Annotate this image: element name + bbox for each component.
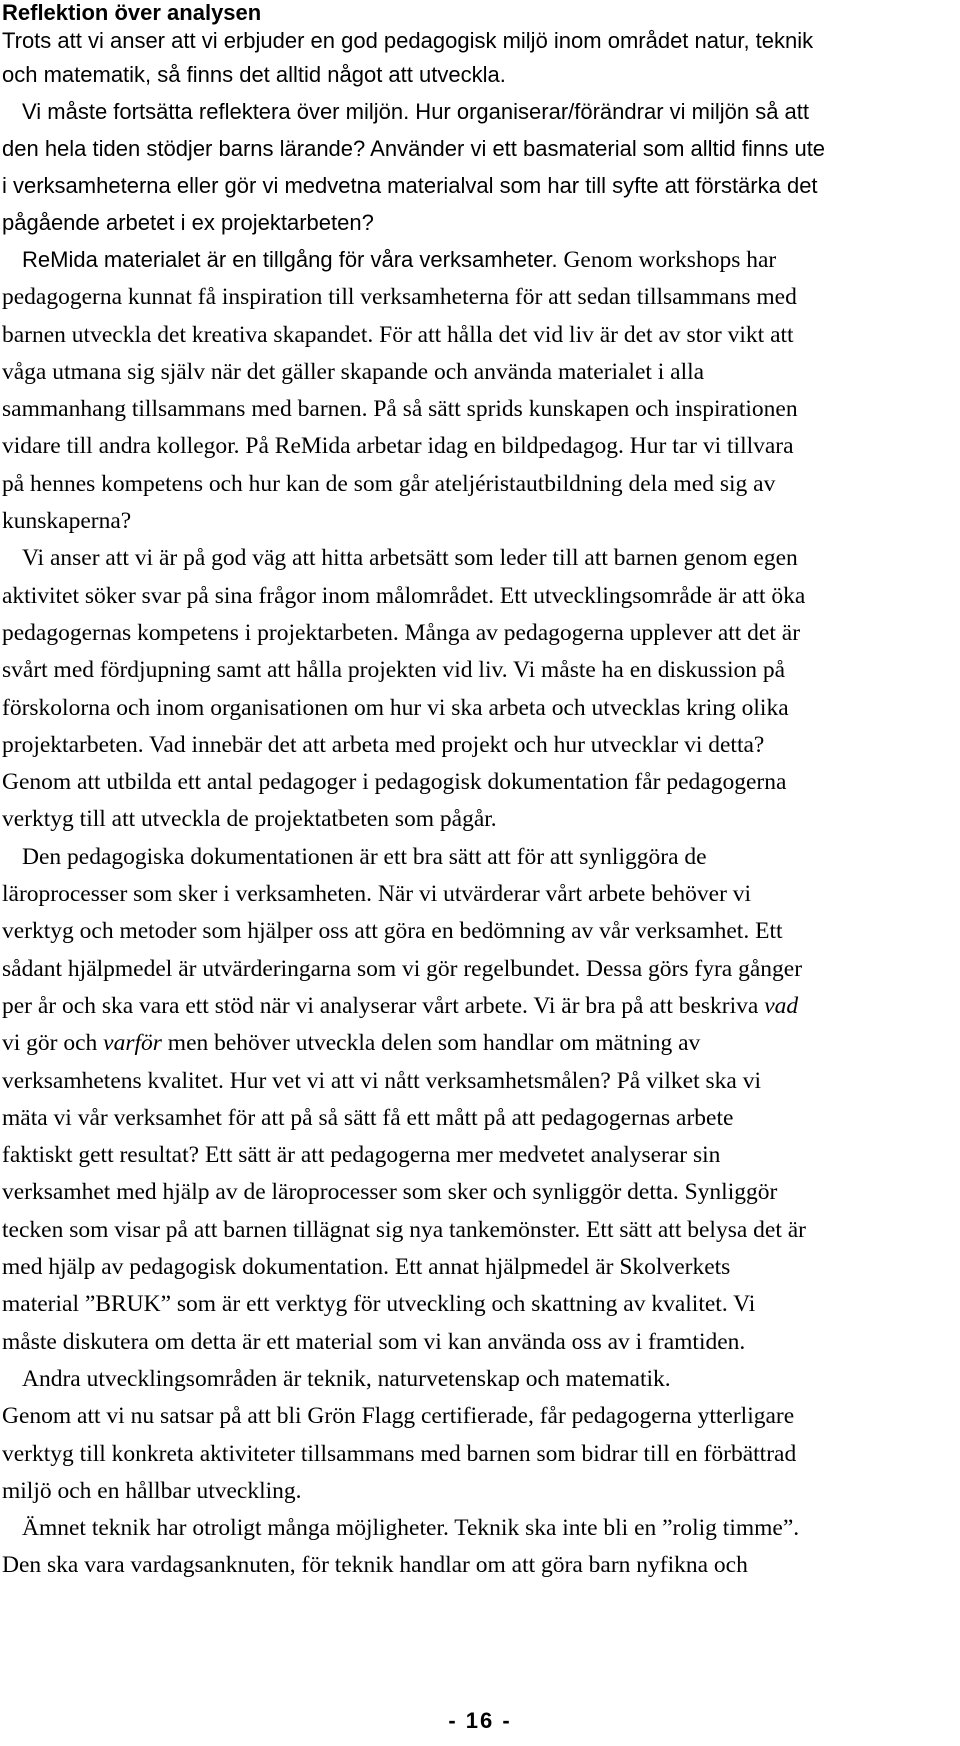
remida-sentence: ReMida materialet är en tillgång för våra verksamheter. [22, 247, 558, 272]
text-line: våga utmana sig själv när det gäller skapande och använda materialet i alla [2, 358, 705, 385]
text-line: barnen utveckla det kreativa skapandet. För att hålla det vid liv är det av stor vikt att [2, 321, 794, 348]
text-line: Vi anser att vi är på god väg att hitta arbetsätt som leder till att barnen genom egen [22, 545, 798, 572]
text-line: pågående arbetet i ex projektarbeten? [2, 210, 374, 235]
text-line: Den ska vara vardagsanknuten, för teknik handlar om att göra barn nyfikna och [2, 1552, 748, 1579]
text-line: måste diskutera om detta är ett material som vi kan använda oss av i framtiden. [2, 1328, 746, 1355]
text-line: svårt med fördjupning samt att hålla projekten vid liv. Vi måste ha en diskussion på [2, 657, 786, 684]
text-line: vidare till andra kollegor. På ReMida arbetar idag en bildpedagog. Hur tar vi tillvara [2, 433, 794, 460]
text-line: på hennes kompetens och hur kan de som går ateljéristautbildning dela med sig av [2, 470, 776, 497]
text-span: vi gör och [2, 1030, 104, 1057]
text-line: i verksamheterna eller gör vi medvetna materialval som har till syfte att förstärka det [2, 173, 818, 198]
text-line: verktyg till konkreta aktiviteter tillsammans med barnen som bidrar till en förbättrad [2, 1440, 797, 1467]
text-line: material ”BRUK” som är ett verktyg för utveckling och skattning av kvalitet. Vi [2, 1291, 756, 1318]
text-line: miljö och en hållbar utveckling. [2, 1477, 302, 1504]
text-line: verksamhetens kvalitet. Hur vet vi att vi nått verksamhetsmålen? På vilket ska vi [2, 1067, 761, 1094]
text-line: kunskaperna? [2, 508, 132, 535]
text-line: Trots att vi anser att vi erbjuder en god pedagogisk miljö inom området natur, teknik [2, 28, 814, 53]
text-line: läroprocesser som sker i verksamheten. När vi utvärderar vårt arbete behöver vi [2, 881, 752, 908]
text-line: Vi måste fortsätta reflektera över miljön. Hur organiserar/förändrar vi miljön så att [22, 99, 810, 124]
document-page [2, 0, 954, 1585]
text-line: den hela tiden stödjer barns lärande? Använder vi ett basmaterial som alltid finns ute [2, 136, 826, 161]
text-line [2, 1025, 954, 1062]
text-line: projektarbeten. Vad innebär det att arbeta med projekt och hur utvecklar vi detta? [2, 731, 765, 758]
body-paragraphs [2, 241, 954, 1585]
text-line: Andra utvecklingsområden är teknik, naturvetenskap och matematik. [22, 1365, 671, 1392]
text-line: och matematik, så finns det alltid något att utveckla. [2, 62, 506, 87]
text-line: verktyg till att utveckla de projektatbeten som pågår. [2, 806, 497, 833]
text-line: verksamhet med hjälp av de läroprocesser som sker och synliggör detta. Synliggör [2, 1179, 778, 1206]
text-line: Genom att utbilda ett antal pedagoger i pedagogisk dokumentation får pedagogerna [2, 769, 787, 796]
emphasis-vad: vad [764, 992, 799, 1019]
text-span: men behöver utveckla delen som handlar om mätning av [161, 1030, 701, 1057]
text-span: per år och ska vara ett stöd när vi analyserar vårt arbete. Vi är bra på att beskriva [2, 992, 765, 1019]
text-line: pedagogernas kompetens i projektarbeten. Många av pedagogerna upplever att det är [2, 619, 801, 646]
text-span: Genom workshops har [557, 247, 777, 273]
page-number: - 16 - [448, 1708, 512, 1733]
text-line: sådant hjälpmedel är utvärderingarna som vi gör regelbundet. Dessa görs fyra gånger [2, 955, 803, 982]
text-line: faktiskt gett resultat? Ett sätt är att pedagogerna mer medvetet analyserar sin [2, 1142, 721, 1169]
text-line: verktyg och metoder som hjälper oss att göra en bedömning av vår verksamhet. Ett [2, 918, 783, 945]
text-line: med hjälp av pedagogisk dokumentation. Ett annat hjälpmedel är Skolverkets [2, 1254, 731, 1281]
text-line: tecken som visar på att barnen tillägnat sig nya tankemönster. Ett sätt att belysa det är [2, 1216, 806, 1243]
text-line [2, 241, 954, 279]
text-line: mäta vi vår verksamhet för att på så sätt få ett mått på att pedagogernas arbete [2, 1104, 734, 1131]
text-line: Genom att vi nu satsar på att bli Grön Flagg certifierade, får pedagogerna ytterligare [2, 1403, 795, 1430]
text-line: förskolorna och inom organisationen om hur vi ska arbeta och utvecklas kring olika [2, 694, 789, 721]
text-line: pedagogerna kunnat få inspiration till verksamheterna för att sedan tillsammans med [2, 284, 797, 311]
text-line [2, 988, 954, 1025]
intro-paragraphs [2, 26, 954, 241]
section-heading: Reflektion över analysen [2, 0, 262, 25]
text-line: Den pedagogiska dokumentationen är ett bra sätt att för att synliggöra de [22, 843, 707, 870]
text-line: Ämnet teknik har otroligt många möjligheter. Teknik ska inte bli en ”rolig timme”. [22, 1515, 800, 1542]
text-line: sammanhang tillsammans med barnen. På så sätt sprids kunskapen och inspirationen [2, 396, 798, 423]
text-line: aktivitet söker svar på sina frågor inom målområdet. Ett utvecklingsområde är att öka [2, 582, 806, 609]
emphasis-varfor: varför [103, 1030, 162, 1057]
